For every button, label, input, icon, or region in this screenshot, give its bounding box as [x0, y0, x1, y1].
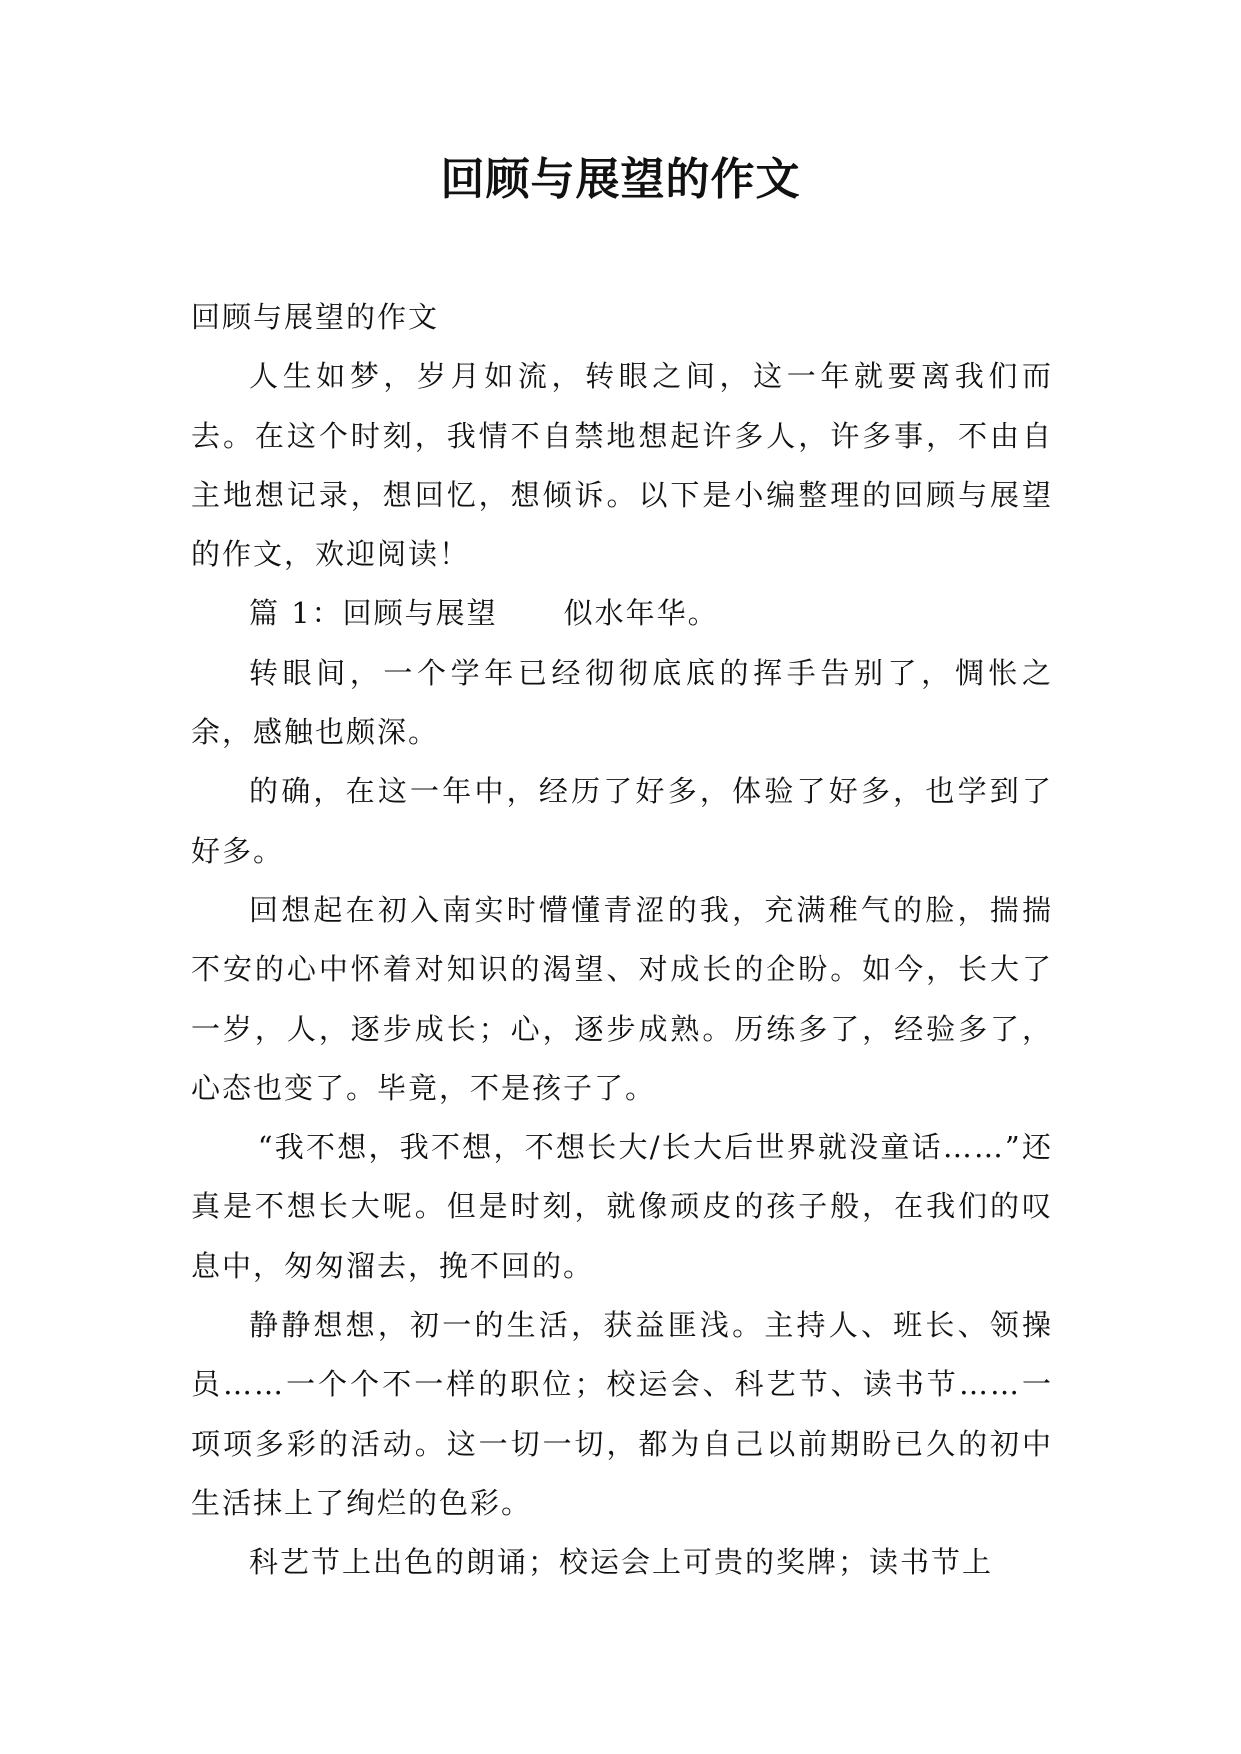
page-title: 回顾与展望的作文 — [440, 154, 801, 205]
paragraph-4: “我不想，我不想，不想长大/长大后世界就没童话……”还真是不想长大呢。但是时刻，就像顽皮的孩子般，在我们的叹息中，匆匆溜去，挽不回的。 — [191, 1130, 1053, 1283]
paragraph-2: 的确，在这一年中，经历了好多，体验了好多，也学到了好多。 — [191, 774, 1053, 868]
essay-subtitle: 回顾与展望的作文 — [191, 300, 440, 334]
essay-body — [191, 288, 1053, 1608]
paragraph-5: 静静想想，初一的生活，获益匪浅。主持人、班长、领操员……一个个不一样的职位；校运会、科艺节、读书节……一项项多彩的活动。这一切一切，都为自己以前期盼已久的初中生活抹上了绚烂的色彩。 — [191, 1308, 1053, 1520]
chapter-label: 篇 1：回顾与展望 — [249, 596, 498, 631]
paragraph-1: 转眼间，一个学年已经彻彻底底的挥手告别了，惆怅之余，感触也颇深。 — [191, 655, 1053, 750]
paragraph-intro: 人生如梦，岁月如流，转眼之间，这一年就要离我们而去。在这个时刻，我情不自禁地想起许多人，许多事，不由自主地想记录，想回忆，想倾诉。以下是小编整理的回顾与展望的作文，欢迎阅读！ — [191, 359, 1053, 572]
paragraph-6: 科艺节上出色的朗诵；校运会上可贵的奖牌；读书节上 — [249, 1545, 994, 1580]
chapter-heading — [191, 584, 1053, 643]
paragraph-3: 回想起在初入南实时懵懂青涩的我，充满稚气的脸，揣揣不安的心中怀着对知识的渴望、对成长的企盼。如今，长大了一岁，人，逐步成长；心，逐步成熟。历练多了，经验多了，心态也变了。毕竟，不是孩子了。 — [191, 892, 1053, 1105]
chapter-tail: 似水年华。 — [563, 596, 719, 631]
